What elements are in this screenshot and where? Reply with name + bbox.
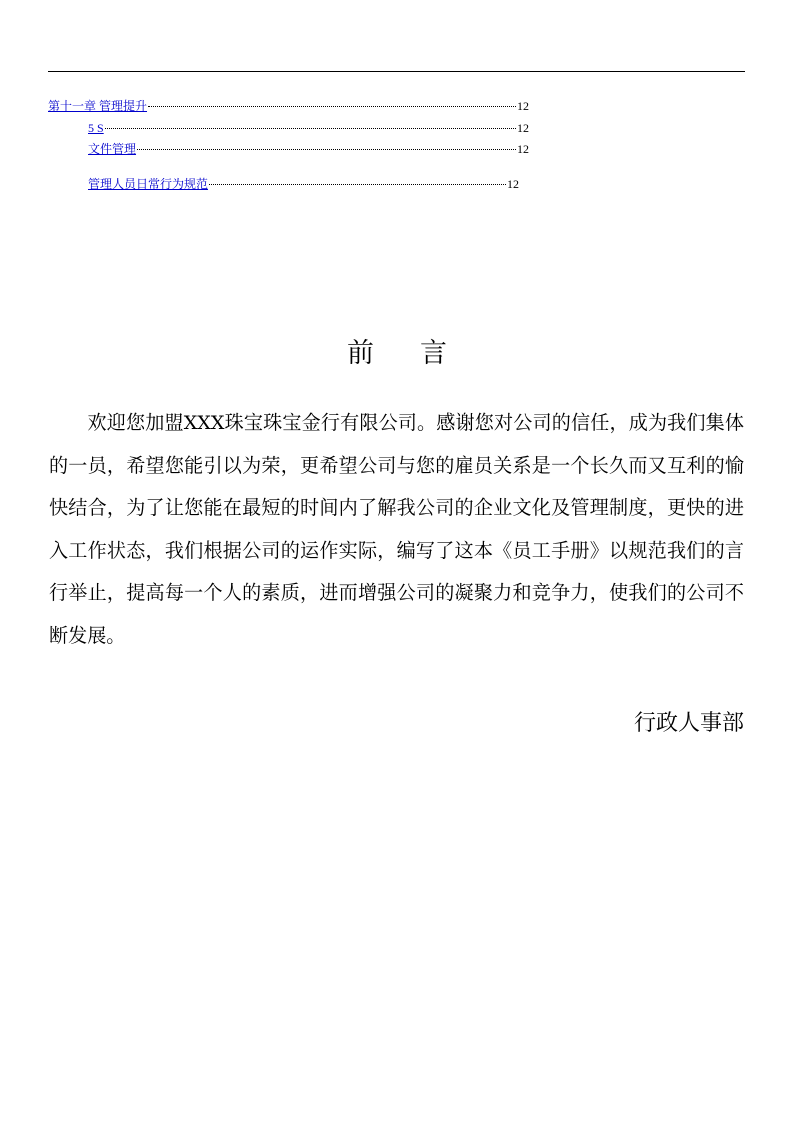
toc-entry-title[interactable]: 管理人员日常行为规范: [88, 177, 209, 191]
preface-signature: 行政人事部: [633, 711, 744, 736]
preface-title: 前言: [347, 338, 493, 369]
toc-entry-document-management[interactable]: [88, 142, 529, 156]
toc-entry-page: 12: [507, 177, 519, 191]
toc-dot-leader: [137, 149, 516, 150]
preface-body: 欢迎您加盟XXX珠宝珠宝金行有限公司。感谢您对公司的信任，成为我们集体的一员，希望您能引以为荣，更希望公司与您的雇员关系是一个长久而又互利的愉快结合，为了让您能在最短的时间内了解我公司的企业文化及管理制度，更快的进入工作状态，我们根据公司的运作实际，编写了这本《员工手册》以规范我们的言行举止，提高每一个人的素质，进而增强公司的凝聚力和竞争力，使我们的公司不断发展。: [49, 411, 744, 647]
toc-entry-page: 12: [517, 99, 529, 113]
toc-entry-title[interactable]: 文件管理: [88, 142, 137, 156]
toc-entry-title[interactable]: 第十一章 管理提升: [48, 99, 148, 113]
toc-dot-leader: [209, 184, 506, 185]
toc-entry-5s[interactable]: [88, 121, 529, 135]
toc-entry-chapter-11[interactable]: [48, 99, 529, 113]
toc-entry-page: 12: [517, 142, 529, 156]
header-rule: [48, 71, 745, 72]
toc-entry-page: 12: [517, 121, 529, 135]
toc-dot-leader: [148, 106, 516, 107]
toc-dot-leader: [105, 128, 516, 129]
toc-entry-title[interactable]: 5 S: [88, 121, 104, 135]
toc-entry-manager-conduct[interactable]: [88, 177, 519, 191]
